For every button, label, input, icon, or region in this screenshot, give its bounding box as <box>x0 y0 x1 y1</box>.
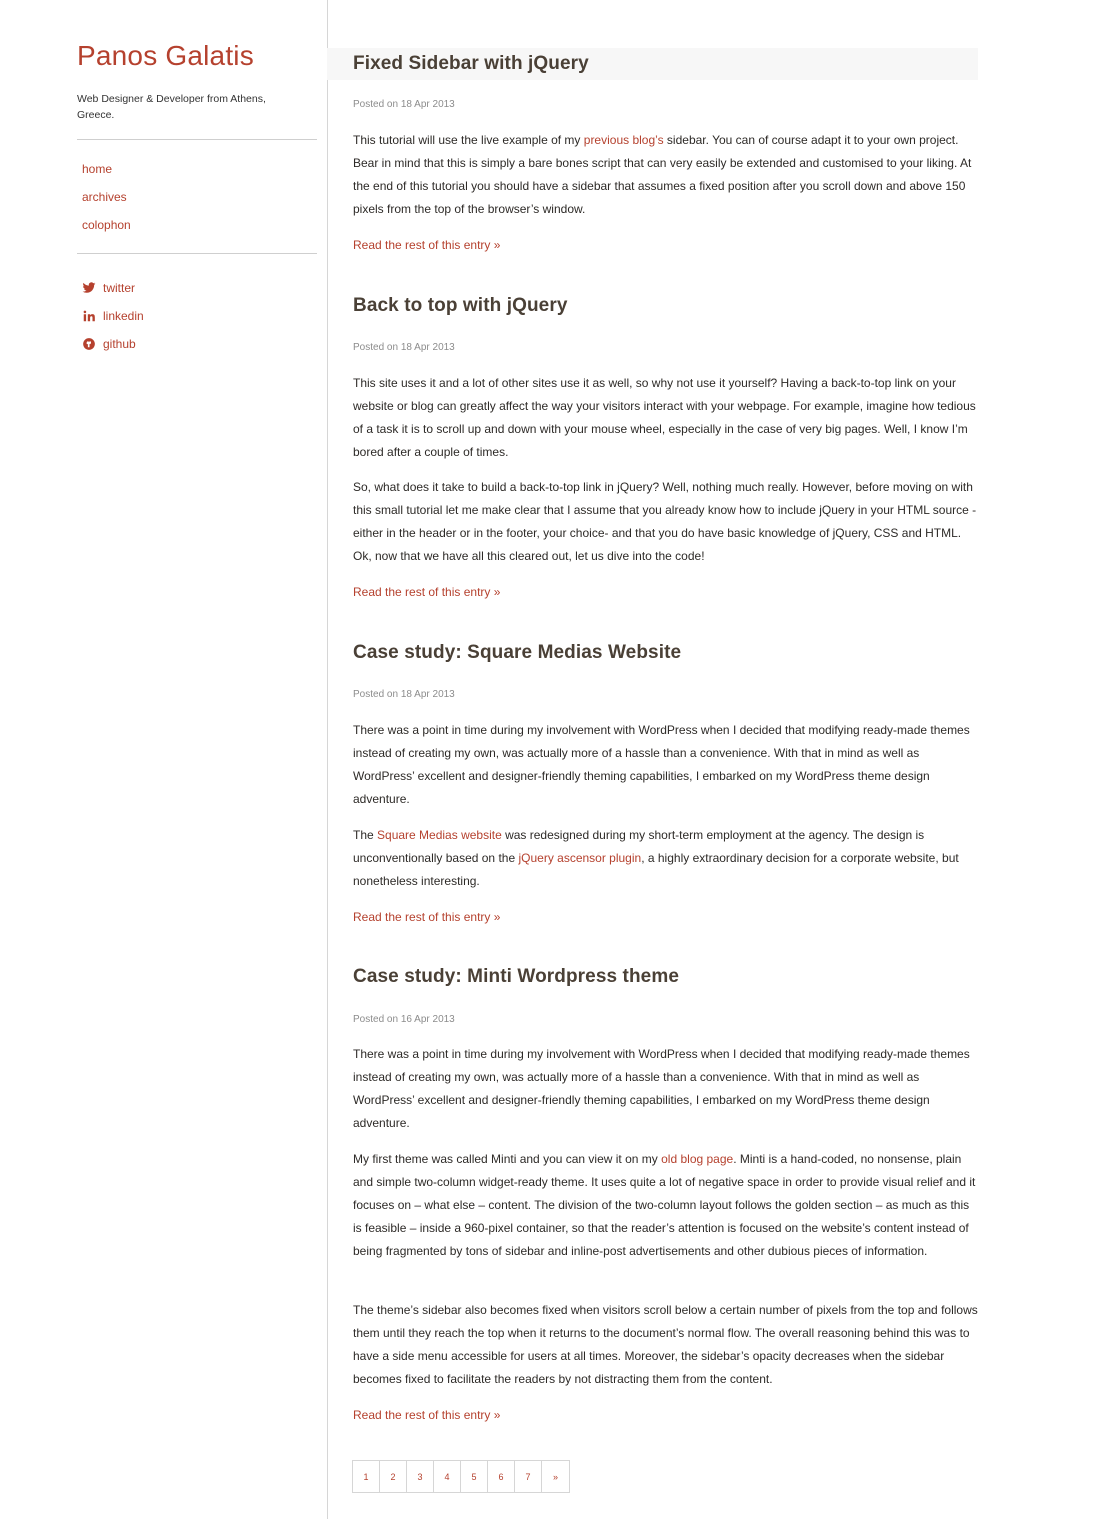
page-link[interactable]: 2 <box>380 1461 407 1492</box>
ascensor-plugin-link[interactable]: jQuery ascensor plugin <box>518 851 642 865</box>
main-nav <box>82 160 131 244</box>
post-title[interactable] <box>353 642 978 664</box>
post-paragraph: There was a point in time during my involvement with WordPress when I decided that modifying ready-made themes instead of creating my own, was actually more of a hassle than a convenience. With that in mind as well as WordPress’ excellent and designer-friendly theming capabilities, I embarked on my WordPress theme design adventure. <box>353 723 970 806</box>
post <box>353 966 978 1422</box>
post-paragraph: The theme’s sidebar also becomes fixed when visitors scroll below a certain number of pixels from the top and follows them until they reach the top when it returns to the document’s normal flow. The overall reasoning behind this was to have a side menu accessible for users at all times. Moreover, the sidebar’s opacity decreases when the sidebar becomes fixed to facilitate the readers by not distracting them from the content. <box>353 1303 978 1386</box>
linkedin-icon <box>82 309 96 323</box>
next-page-link[interactable]: » <box>552 1471 558 1482</box>
text-run: This tutorial will use the live example of my <box>353 133 584 147</box>
post-title[interactable] <box>353 966 978 988</box>
post-paragraph: So, what does it take to build a back-to-top link in jQuery? Well, nothing much really. However, before moving on with this small tutorial let me make clear that I assume that you already know how to include jQuery in your HTML source -either in the header or in the footer, your choice- and that you do have basic knowledge of jQuery, CSS and HTML. Ok, now that we have all this cleared out, let us dive into the code! <box>353 480 977 563</box>
post-meta: Posted on 18 Apr 2013 <box>353 342 455 353</box>
nav-link-archives[interactable]: archives <box>82 190 127 204</box>
text-run: The <box>353 828 378 842</box>
post-title-link[interactable]: Case study: Square Medias Website <box>353 642 682 663</box>
read-more-link[interactable]: Read the rest of this entry » <box>353 1408 501 1422</box>
previous-blog-link[interactable]: previous blog’s <box>583 133 664 147</box>
post-title-link[interactable]: Back to top with jQuery <box>353 295 568 316</box>
post <box>353 295 978 599</box>
square-medias-link[interactable]: Square Medias website <box>377 828 502 842</box>
nav-item-colophon <box>82 216 131 244</box>
site-title-link[interactable]: Panos Galatis <box>77 40 254 71</box>
post-meta: Posted on 18 Apr 2013 <box>353 99 455 110</box>
post-title-link[interactable]: Case study: Minti Wordpress theme <box>353 966 680 987</box>
social-link-github[interactable]: github <box>103 337 136 351</box>
page-link[interactable]: 7 <box>515 1461 542 1492</box>
site-tagline: Web Designer & Developer from Athens, Greece. <box>77 93 266 121</box>
page-link[interactable]: 3 <box>407 1461 434 1492</box>
page-link[interactable]: 4 <box>434 1461 461 1492</box>
pagination <box>352 1460 570 1493</box>
post-title[interactable] <box>353 295 978 317</box>
social-item-linkedin[interactable] <box>82 302 144 330</box>
nav-item-home <box>82 160 131 188</box>
twitter-icon <box>82 281 96 295</box>
page-link[interactable]: 6 <box>488 1461 515 1492</box>
text-run: . Minti is a hand-coded, no nonsense, plain and simple two-column widget-ready theme. It uses quite a lot of negative space in order to provide visual relief and it focuses on – what else – content. The division of the two-column layout follows the golden section – as much as this is feasible – inside a 960-pixel container, so that the reader’s attention is focused on the website’s content instead of being fragmented by tons of sidebar and inline-post advertisements and other dubious pieces of information. <box>353 1152 976 1258</box>
text-run: was redesigned during my short-term employment at the agency. The design is unconventionally based on the <box>353 828 925 865</box>
text-run: , a highly extraordinary decision for a corporate website, but nonetheless interesting. <box>353 851 959 888</box>
post-meta: Posted on 16 Apr 2013 <box>353 1014 455 1025</box>
post-title-link[interactable]: Fixed Sidebar with jQuery <box>353 53 589 74</box>
read-more-link[interactable]: Read the rest of this entry » <box>353 910 501 924</box>
post-paragraph <box>353 1148 978 1263</box>
nav-link-home[interactable]: home <box>82 162 113 176</box>
social-links <box>82 274 144 358</box>
text-run: sidebar. You can of course adapt it to your own project. Bear in mind that this is simply a bare bones script that can very easily be extended and customised to your liking. At the end of this tutorial you should have a sidebar that assumes a fixed position after you scroll down and above 150 pixels from the top of the browser’s window. <box>353 133 972 216</box>
read-more-link[interactable]: Read the rest of this entry » <box>353 238 501 252</box>
nav-item-archives <box>82 188 131 216</box>
github-icon <box>82 337 96 351</box>
post-paragraph <box>353 129 978 221</box>
page-link[interactable]: 1 <box>353 1461 380 1492</box>
nav-link-colophon[interactable]: colophon <box>82 218 131 232</box>
social-item-github[interactable] <box>82 330 144 358</box>
social-link-twitter[interactable]: twitter <box>103 281 136 295</box>
post-paragraph <box>353 824 978 893</box>
sidebar-divider <box>77 253 317 254</box>
old-blog-link[interactable]: old blog page <box>661 1152 734 1166</box>
text-run: My first theme was called Minti and you can view it on my <box>353 1152 662 1166</box>
read-more-link[interactable]: Read the rest of this entry » <box>353 585 501 599</box>
post-title[interactable] <box>327 48 978 80</box>
sidebar-divider <box>77 139 317 140</box>
post-paragraph: This site uses it and a lot of other sites use it as well, so why not use it yourself? Having a back-to-top link on your website or blog can greatly affect the way your visitors interact with your webpage. For example, imagine how tedious of a task it is to scroll up and down with your mouse wheel, especially in the case of very big pages. Well, I know I’m bored after a couple of times. <box>353 376 976 459</box>
social-link-linkedin[interactable]: linkedin <box>103 309 144 323</box>
page-link[interactable]: 5 <box>461 1461 488 1492</box>
sidebar <box>0 0 328 1519</box>
social-item-twitter[interactable] <box>82 274 144 302</box>
post-meta: Posted on 18 Apr 2013 <box>353 689 455 700</box>
post <box>353 642 978 924</box>
post-paragraph: There was a point in time during my involvement with WordPress when I decided that modifying ready-made themes instead of creating my own, was actually more of a hassle than a convenience. With that in mind as well as WordPress’ excellent and designer-friendly theming capabilities, I embarked on my WordPress theme design adventure. <box>353 1047 970 1130</box>
